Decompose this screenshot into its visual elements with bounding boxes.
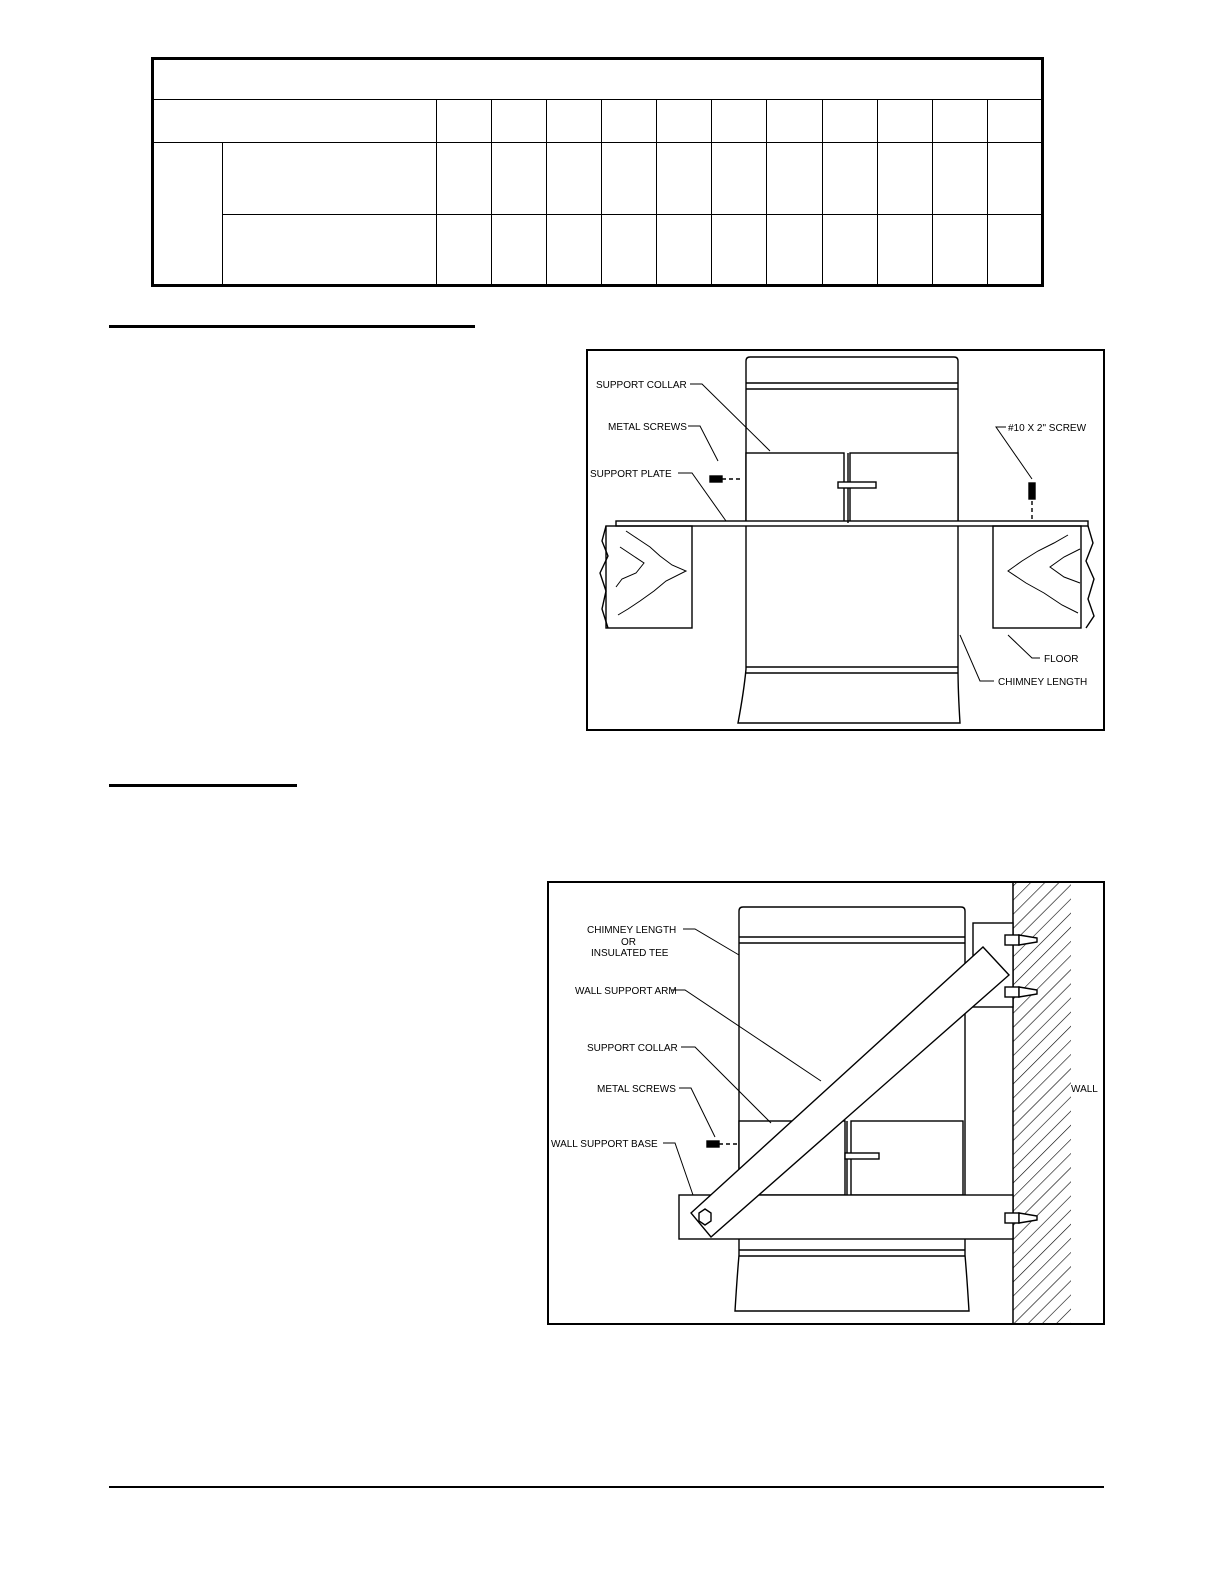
label-support-collar: SUPPORT COLLAR — [596, 380, 687, 391]
label-insulated-tee: INSULATED TEE — [591, 948, 669, 959]
table-header-cell — [602, 100, 657, 143]
table-group-cell — [153, 143, 223, 286]
label-chimney-length: CHIMNEY LENGTH — [998, 677, 1088, 688]
label-metal-screws: METAL SCREWS — [608, 422, 687, 433]
table-cell — [547, 143, 602, 215]
table-cell — [437, 143, 492, 215]
table-cell — [602, 215, 657, 286]
anchor-bolt-icon — [1005, 1213, 1037, 1223]
table-cell — [547, 215, 602, 286]
table-cell — [877, 143, 932, 215]
table-header-cell — [877, 100, 932, 143]
section-heading-rule — [109, 325, 475, 328]
table-header-cell — [657, 100, 712, 143]
table-cell — [822, 215, 877, 286]
support-plate — [616, 521, 1088, 526]
table-row — [153, 215, 1043, 286]
table-cell — [767, 215, 822, 286]
label-floor: FLOOR — [1044, 654, 1079, 665]
anchor-bolt-icon — [1005, 987, 1037, 997]
anchor-bolt-icon — [1005, 935, 1037, 945]
table-header-label-cell — [153, 100, 437, 143]
table-header-cell — [932, 100, 987, 143]
support-collar-left — [746, 453, 844, 523]
floor-joist-left — [606, 526, 692, 628]
floor-support-drawing — [588, 351, 1103, 729]
table-header-cell — [492, 100, 547, 143]
screw-icon — [707, 1141, 737, 1147]
label-wall-support-base: WALL SUPPORT BASE — [551, 1139, 658, 1150]
wall-support-figure — [547, 881, 1105, 1325]
table-cell — [602, 143, 657, 215]
table-header-row — [153, 100, 1043, 143]
table-header-cell — [547, 100, 602, 143]
table-header-cell — [437, 100, 492, 143]
table-header-cell — [712, 100, 767, 143]
label-wall-support-arm: WALL SUPPORT ARM — [575, 986, 677, 997]
table-cell — [712, 143, 767, 215]
table-cell — [932, 215, 987, 286]
floor-joist-right — [993, 526, 1081, 628]
table-header-cell — [822, 100, 877, 143]
table-row-label-cell — [223, 215, 437, 286]
table-header-cell — [987, 100, 1042, 143]
label-support-plate: SUPPORT PLATE — [590, 469, 672, 480]
table-cell — [657, 215, 712, 286]
floor-support-figure — [586, 349, 1105, 731]
footer-rule — [109, 1486, 1104, 1488]
label-support-collar: SUPPORT COLLAR — [587, 1043, 678, 1054]
wall-support-drawing — [549, 883, 1103, 1323]
label-metal-screws: METAL SCREWS — [597, 1084, 676, 1095]
table-row — [153, 143, 1043, 215]
screw-icon — [1029, 483, 1035, 521]
label-wall: WALL — [1071, 1084, 1098, 1095]
chimney-pipe — [738, 357, 960, 723]
label-screw-spec: #10 X 2" SCREW — [1008, 423, 1087, 434]
table-header-cell — [767, 100, 822, 143]
table-title-cell — [153, 59, 1043, 100]
table-row-label-cell — [223, 143, 437, 215]
table-cell — [492, 143, 547, 215]
table-cell — [712, 215, 767, 286]
table-cell — [657, 143, 712, 215]
table-cell — [767, 143, 822, 215]
label-chimney-length: CHIMNEY LENGTH — [587, 925, 677, 936]
section-heading-rule — [109, 784, 297, 787]
table-cell — [437, 215, 492, 286]
table-cell — [492, 215, 547, 286]
label-or: OR — [621, 937, 636, 948]
table-cell — [987, 143, 1042, 215]
screw-icon — [710, 476, 743, 482]
table-title-row — [153, 59, 1043, 100]
specification-table — [151, 57, 1044, 287]
table-cell — [822, 143, 877, 215]
table-cell — [987, 215, 1042, 286]
table-cell — [932, 143, 987, 215]
wall-hatch — [1013, 883, 1071, 1323]
table-cell — [877, 215, 932, 286]
